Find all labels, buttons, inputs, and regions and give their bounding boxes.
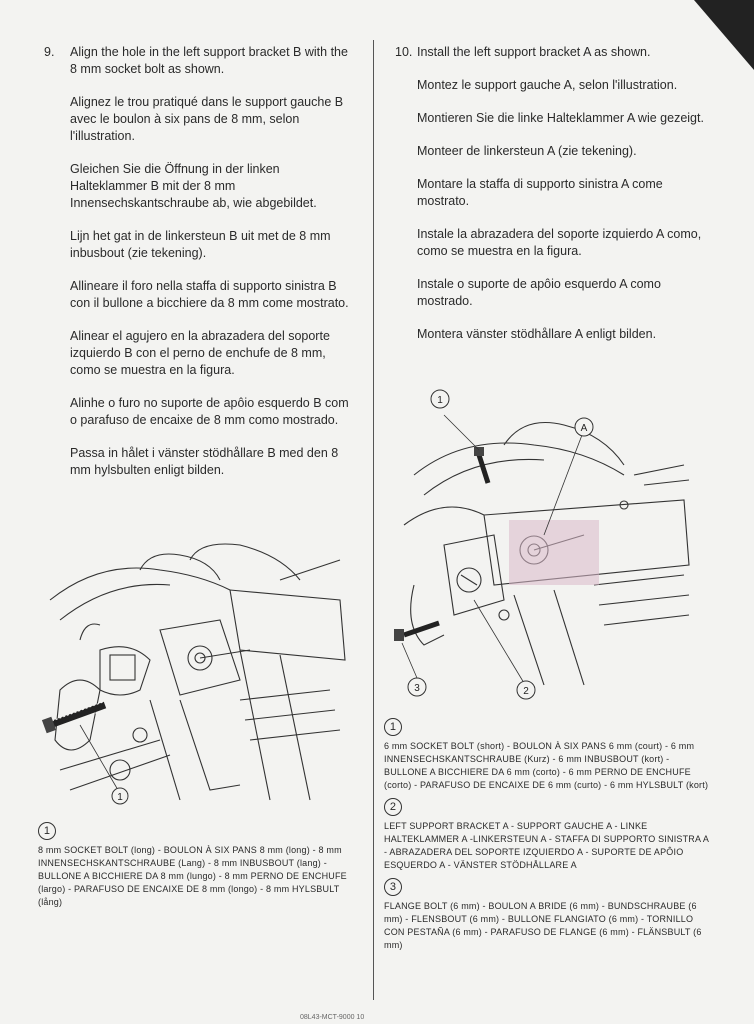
flange-bolt (394, 623, 439, 641)
legend-2-badge: 2 (384, 798, 402, 816)
step-9-portuguese: Alinhe o furo no suporte de apôio esquerdo B com o parafuso de encaixe de 8 mm como mostrado. (70, 396, 349, 427)
callout-1-label: 1 (437, 395, 443, 406)
callout-a-label: A (580, 423, 588, 434)
step-9-number: 9. (44, 45, 55, 59)
step-9-german: Gleichen Sie die Öffnung in der linken Halteklammer B mit der 8 mm Innensechskantschraube ab, wie abgebildet. (70, 162, 317, 210)
step-9-swedish: Passa in hålet i vänster stödhållare B med den 8 mm hylsbulten enligt bilden. (70, 446, 339, 477)
callout-1-label: 1 (117, 792, 123, 803)
legend-1-text: 6 mm SOCKET BOLT (short) - BOULON À SIX PANS 6 mm (court) - 6 mm INNENSECHSKANTSCHRAUBE (Kurz) - 6 mm INBUSBOUT (kort) - BULLONE A BICCHIERE DA 6 mm (corto) - 6 mm PERNO DE ENCHUFE (corto) - PARAFUSO DE ENCAIXE DE 6 mm (curto) - 6 mm HYLSBULT (kort) (384, 741, 709, 790)
step-9-illustration (40, 540, 352, 810)
legend-1-text: 8 mm SOCKET BOLT (long) - BOULON À SIX PANS 8 mm (long) - 8 mm INNENSECHSKANTSCHRAUBE (Lang) - 8 mm INBUSBOUT (lang) - BULLONE A BICCHIERE DA 8 mm (lungo) - 8 mm PERNO DE ENCHUFE (largo) - PARAFUSO DE ENCAIXE DE 8 mm (longo) - 8 mm HYLSBULT (lång) (38, 845, 347, 907)
column-divider (373, 40, 374, 1000)
legend-3-text: FLANGE BOLT (6 mm) - BOULON A BRIDE (6 mm) - BUNDSCHRAUBE (6 mm) - FLENSBOUT (6 mm) - BULLONE FLANGIATO (6 mm) - TORNILLO CON PESTAÑA (6 mm) - PARAFUSO DE FLANGE (6 mm) - FLÄNSBULT (6 mm) (384, 901, 702, 950)
step-10-french: Montez le support gauche A, selon l'illustration. (417, 78, 678, 92)
legend-1-badge: 1 (384, 718, 402, 736)
callout-2-label: 2 (523, 686, 529, 697)
step-9-instruction (44, 44, 354, 78)
step-10-spanish: Instale la abrazadera del soporte izquierdo A como, como se muestra en la figura. (417, 227, 702, 258)
step-10-column (395, 44, 705, 359)
step-10-swedish: Montera vänster stödhållare A enligt bilden. (417, 327, 657, 341)
step-9-legend (38, 822, 348, 915)
step-9-spanish: Alinear el agujero en la abrazadera del soporte izquierdo B con el perno de enchufe de 8 mm, como se muestra en la figura. (70, 329, 330, 377)
step-10-instruction (395, 44, 705, 61)
callout-3-label: 3 (414, 683, 420, 694)
step-10-legend (384, 718, 714, 958)
legend-2-text: LEFT SUPPORT BRACKET A - SUPPORT GAUCHE A - LINKE HALTEKLAMMER A -LINKERSTEUN A - STAFFA DI SUPPORTO SINISTRA A - ABRAZADERA DEL SOPORTE IZQUIERDO A - SUPORTE DE APÔIO ESQUERDO A - VÄNSTER STÖDHÅLLARE A (384, 821, 709, 870)
socket-bolt-long (42, 702, 106, 733)
step-9-italian: Allineare il foro nella staffa di supporto sinistra B con il bullone a bicchiere da 8 mm come mostrato. (70, 279, 349, 310)
step-10-german: Montieren Sie die linke Halteklammer A wie gezeigt. (417, 111, 704, 125)
step-10-italian: Montare la staffa di supporto sinistra A come mostrato. (417, 177, 663, 208)
step-10-illustration (384, 385, 694, 705)
legend-3-badge: 3 (384, 878, 402, 896)
step-9-english: Align the hole in the left support bracket B with the 8 mm socket bolt as shown. (70, 45, 348, 76)
step-10-dutch: Monteer de linkersteun A (zie tekening). (417, 144, 637, 158)
page-footer: 08L43-MCT-9000 10 (300, 1014, 365, 1021)
step-10-portuguese: Instale o suporte de apôio esquerdo A como mostrado. (417, 277, 661, 308)
step-9-dutch: Lijn het gat in de linkersteun B uit met de 8 mm inbusbout (zie tekening). (70, 229, 331, 260)
step-9-column (44, 44, 354, 495)
socket-bolt-short (474, 447, 488, 483)
step-10-english: Install the left support bracket A as shown. (417, 45, 651, 59)
highlight-bracket-a (509, 520, 599, 585)
legend-1-badge: 1 (38, 822, 56, 840)
step-10-number: 10. (395, 45, 413, 59)
step-9-french: Alignez le trou pratiqué dans le support gauche B avec le boulon à six pans de 8 mm, selon l'illustration. (70, 95, 344, 143)
